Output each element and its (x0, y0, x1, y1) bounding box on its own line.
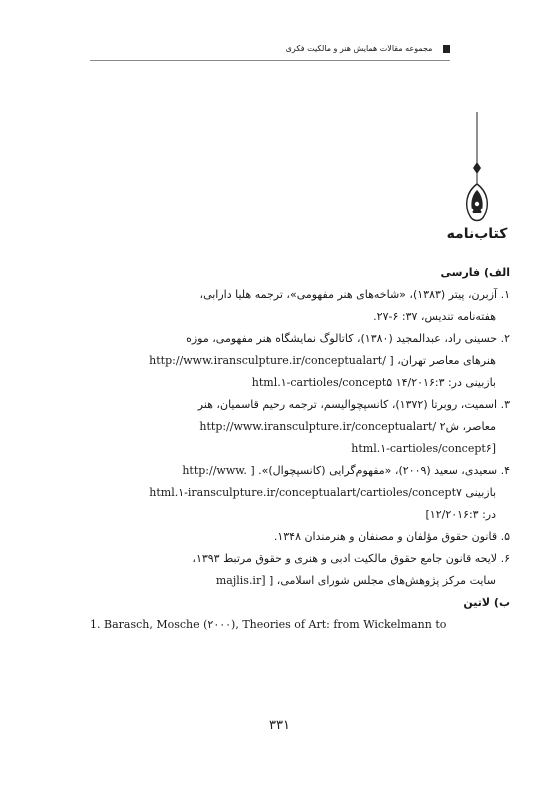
entry-number: ۱. (500, 288, 510, 301)
entry-number: ۴. (500, 464, 510, 477)
entry-text: در: ۱۲/۲۰۱۶:۳] (425, 508, 496, 521)
entry-text: بازبینی (465, 486, 496, 499)
entry-text: اسمیت، روبرتا (۱۳۷۲)، کانسپچوالیسم، ترجمه رحیم قاسمیان، هنر (197, 398, 498, 411)
section-heading-latin: ب) لاتین (463, 596, 510, 609)
page-number: ۳۳۱ (269, 718, 290, 733)
entry-text: هنرهای معاصر تهران، [ (389, 354, 496, 367)
entry-number: ۶. (500, 552, 510, 565)
entry-url-link[interactable]: http://www.iransculpture.ir/conceptualart/ (149, 354, 386, 367)
entry-text: آزبرن، پیتر (۱۳۸۳)، «شاخه‌های هنر مفهومی»، ترجمه هلیا دارابی، (199, 288, 498, 301)
entry-url-link[interactable]: html.۱-iransculpture.ir/conceptualart/cartioles/concept۷ (149, 486, 462, 499)
entry-text: سایت مرکز پژوهش‌های مجلس شورای اسلامی، [ (269, 574, 496, 587)
bibliography-entry-4 (90, 460, 510, 526)
entry-text: سعیدی، سعید (۲۰۰۹)، «مفهوم‌گرایی (کانسپچوال)». [ (250, 464, 498, 477)
entry-url-link[interactable]: html.۱-cartioles/concept۶] (351, 442, 496, 455)
running-title: مجموعه مقالات همایش هنر و مالکیت فکری (285, 44, 433, 53)
entry-text: هفته‌نامه تندیس، ۳۷: ۶-۲۷. (373, 310, 496, 323)
entry-url-link[interactable]: html.۱-cartioles/concept۵ (251, 376, 393, 389)
entry-url-link[interactable]: http://www.iransculpture.ir/conceptualart/ (199, 420, 437, 433)
latin-entry-1: 1. Barasch, Mosche (۲۰۰۰), Theories of Art: from Wickelmann to (90, 618, 447, 631)
entry-number: ۳. (500, 398, 510, 411)
chapter-ornament-icon (462, 112, 492, 224)
header-marker (443, 45, 450, 53)
entry-text: بازبینی در: ۱۴/۲۰۱۶:۳ (395, 376, 496, 389)
bibliography-entry-3 (90, 394, 510, 460)
entry-text: معاصر، ش۲ (439, 420, 496, 433)
running-header (90, 44, 450, 61)
entry-text: لایحه قانون جامع حقوق مالکیت ادبی و هنری و حقوق مرتبط ۱۳۹۳، (192, 552, 498, 565)
chapter-title: کتاب‌نامه (446, 226, 508, 242)
bibliography-entry-6 (90, 548, 510, 592)
section-heading-persian: الف) فارسی (440, 266, 510, 279)
entry-url-link[interactable]: majlis.ir] (215, 574, 266, 587)
bibliography-body (90, 262, 510, 636)
entry-url-link[interactable]: http://www. (182, 464, 247, 477)
entry-number: ۲. (500, 332, 510, 345)
bibliography-entry-2 (90, 328, 510, 394)
entry-number: ۵. (500, 530, 510, 543)
bibliography-entry-1 (90, 284, 510, 328)
entry-text: حسینی راد، عبدالمجید (۱۳۸۰)، کاتالوگ نمایشگاه هنر مفهومی، موزه (186, 332, 498, 345)
entry-text: قانون حقوق مؤلفان و مصنفان و هنرمندان ۱۳۴۸. (273, 530, 498, 543)
bibliography-entry-5 (90, 526, 510, 548)
